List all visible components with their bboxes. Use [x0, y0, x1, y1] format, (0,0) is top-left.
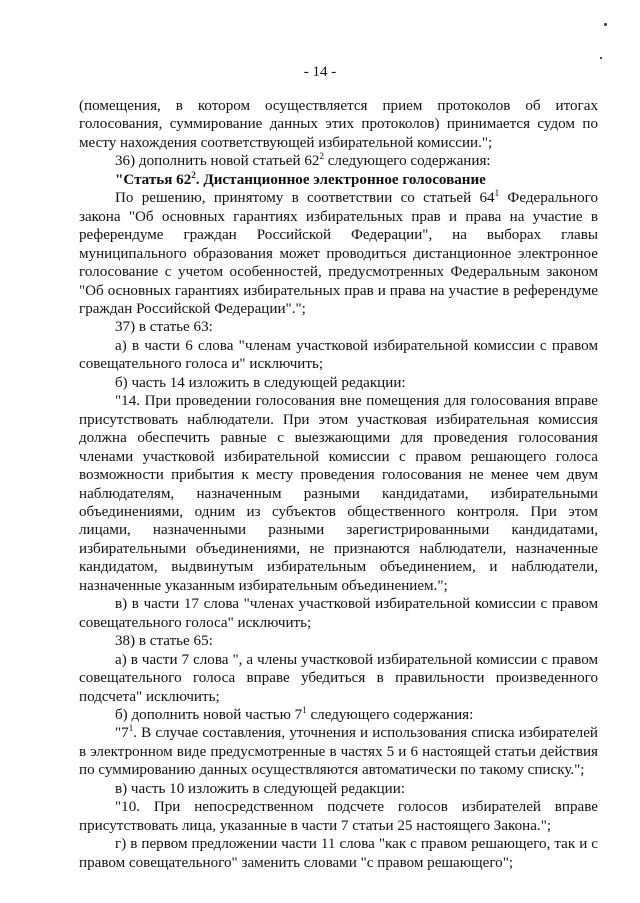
- paragraph: (помещения, в котором осуществляется прием протоколов об итогах голосования, суммирование данных этих протоколов) принимается судом по месту нахождения соответствующей избирательной комиссии.";: [79, 98, 598, 151]
- paragraph: г) в первом предложении части 11 слова "как с правом решающего, так и с правом совещательного" заменить словами "с правом решающего";: [79, 836, 598, 871]
- page-number: - 14 -: [303, 64, 337, 80]
- paragraph: 38) в статье 65:: [115, 633, 213, 650]
- document-body: [79, 97, 598, 872]
- scan-speck: [604, 23, 607, 26]
- paragraph: б) часть 14 изложить в следующей редакции:: [115, 374, 406, 391]
- paragraph: в) в части 17 слова "членах участковой избирательной комиссии с правом совещательного голоса" исключить;: [79, 596, 598, 631]
- paragraph: "14. При проведении голосования вне помещения для голосования вправе присутствовать наблюдатели. При этом участковая избирательная комиссия должна обеспечить равные с выезжающими для проведения голосования членами участковой избирательной комиссии с правом решающего голоса возможности прибытия к месту проведения голосования не менее чем двум наблюдателям, назначенным разными кандидатами, избирательными объединениями, одним из субъектов общественного контроля. При этом лицами, назначенными разными зарегистрированными кандидатами, избирательными объединениями, не признаются наблюдатели, назначенные кандидатом, выдвинутым избирательным объединением, и наблюдатели, назначенные указанным избирательным объединением.";: [79, 393, 598, 594]
- article-heading: "Статья $62^2$. Дистанционное электронное голосование: [115, 169, 486, 188]
- paragraph: По решению, принятому в соответствии со статьей $64^1$ Федерального закона "Об основных гарантиях избирательных прав и права на участие в референдуме граждан Российской Федерации", на выборах главы муниципального образования может проводиться дистанционное электронное голосование с учетом особенностей, предусмотренных Федеральным законом "Об основных гарантиях избирательных прав и права на участие в референдуме граждан Российской Федерации".";: [79, 188, 598, 317]
- paragraph: 37) в статье 63:: [115, 319, 213, 336]
- paragraph: 36) дополнить новой статьей $62^2$ следующего содержания:: [115, 151, 491, 170]
- paragraph: а) в части 6 слова "членам участковой избирательной комиссии с правом совещательного голоса и" исключить;: [79, 337, 598, 373]
- paragraph: "$7^1$. В случае составления, уточнения и использования списка избирателей в электронном виде предусмотренные в частях 5 и 6 настоящей статьи действия по суммированию данных осуществляются автоматически по такому списку.";: [79, 723, 598, 779]
- paragraph: в) часть 10 изложить в следующей редакции:: [115, 780, 406, 797]
- scan-speck: [600, 57, 602, 59]
- paragraph: а) в части 7 слова ", а члены участковой избирательной комиссии с правом совещательного голоса вправе убедиться в правильности произведенного подсчета" исключить;: [79, 651, 598, 705]
- paragraph: б) дополнить новой частью $7^1$ следующего содержания:: [115, 704, 474, 723]
- paragraph: "10. При непосредственном подсчете голосов избирателей вправе присутствовать лица, указанные в части 7 статьи 25 настоящего Закона.";: [79, 799, 598, 834]
